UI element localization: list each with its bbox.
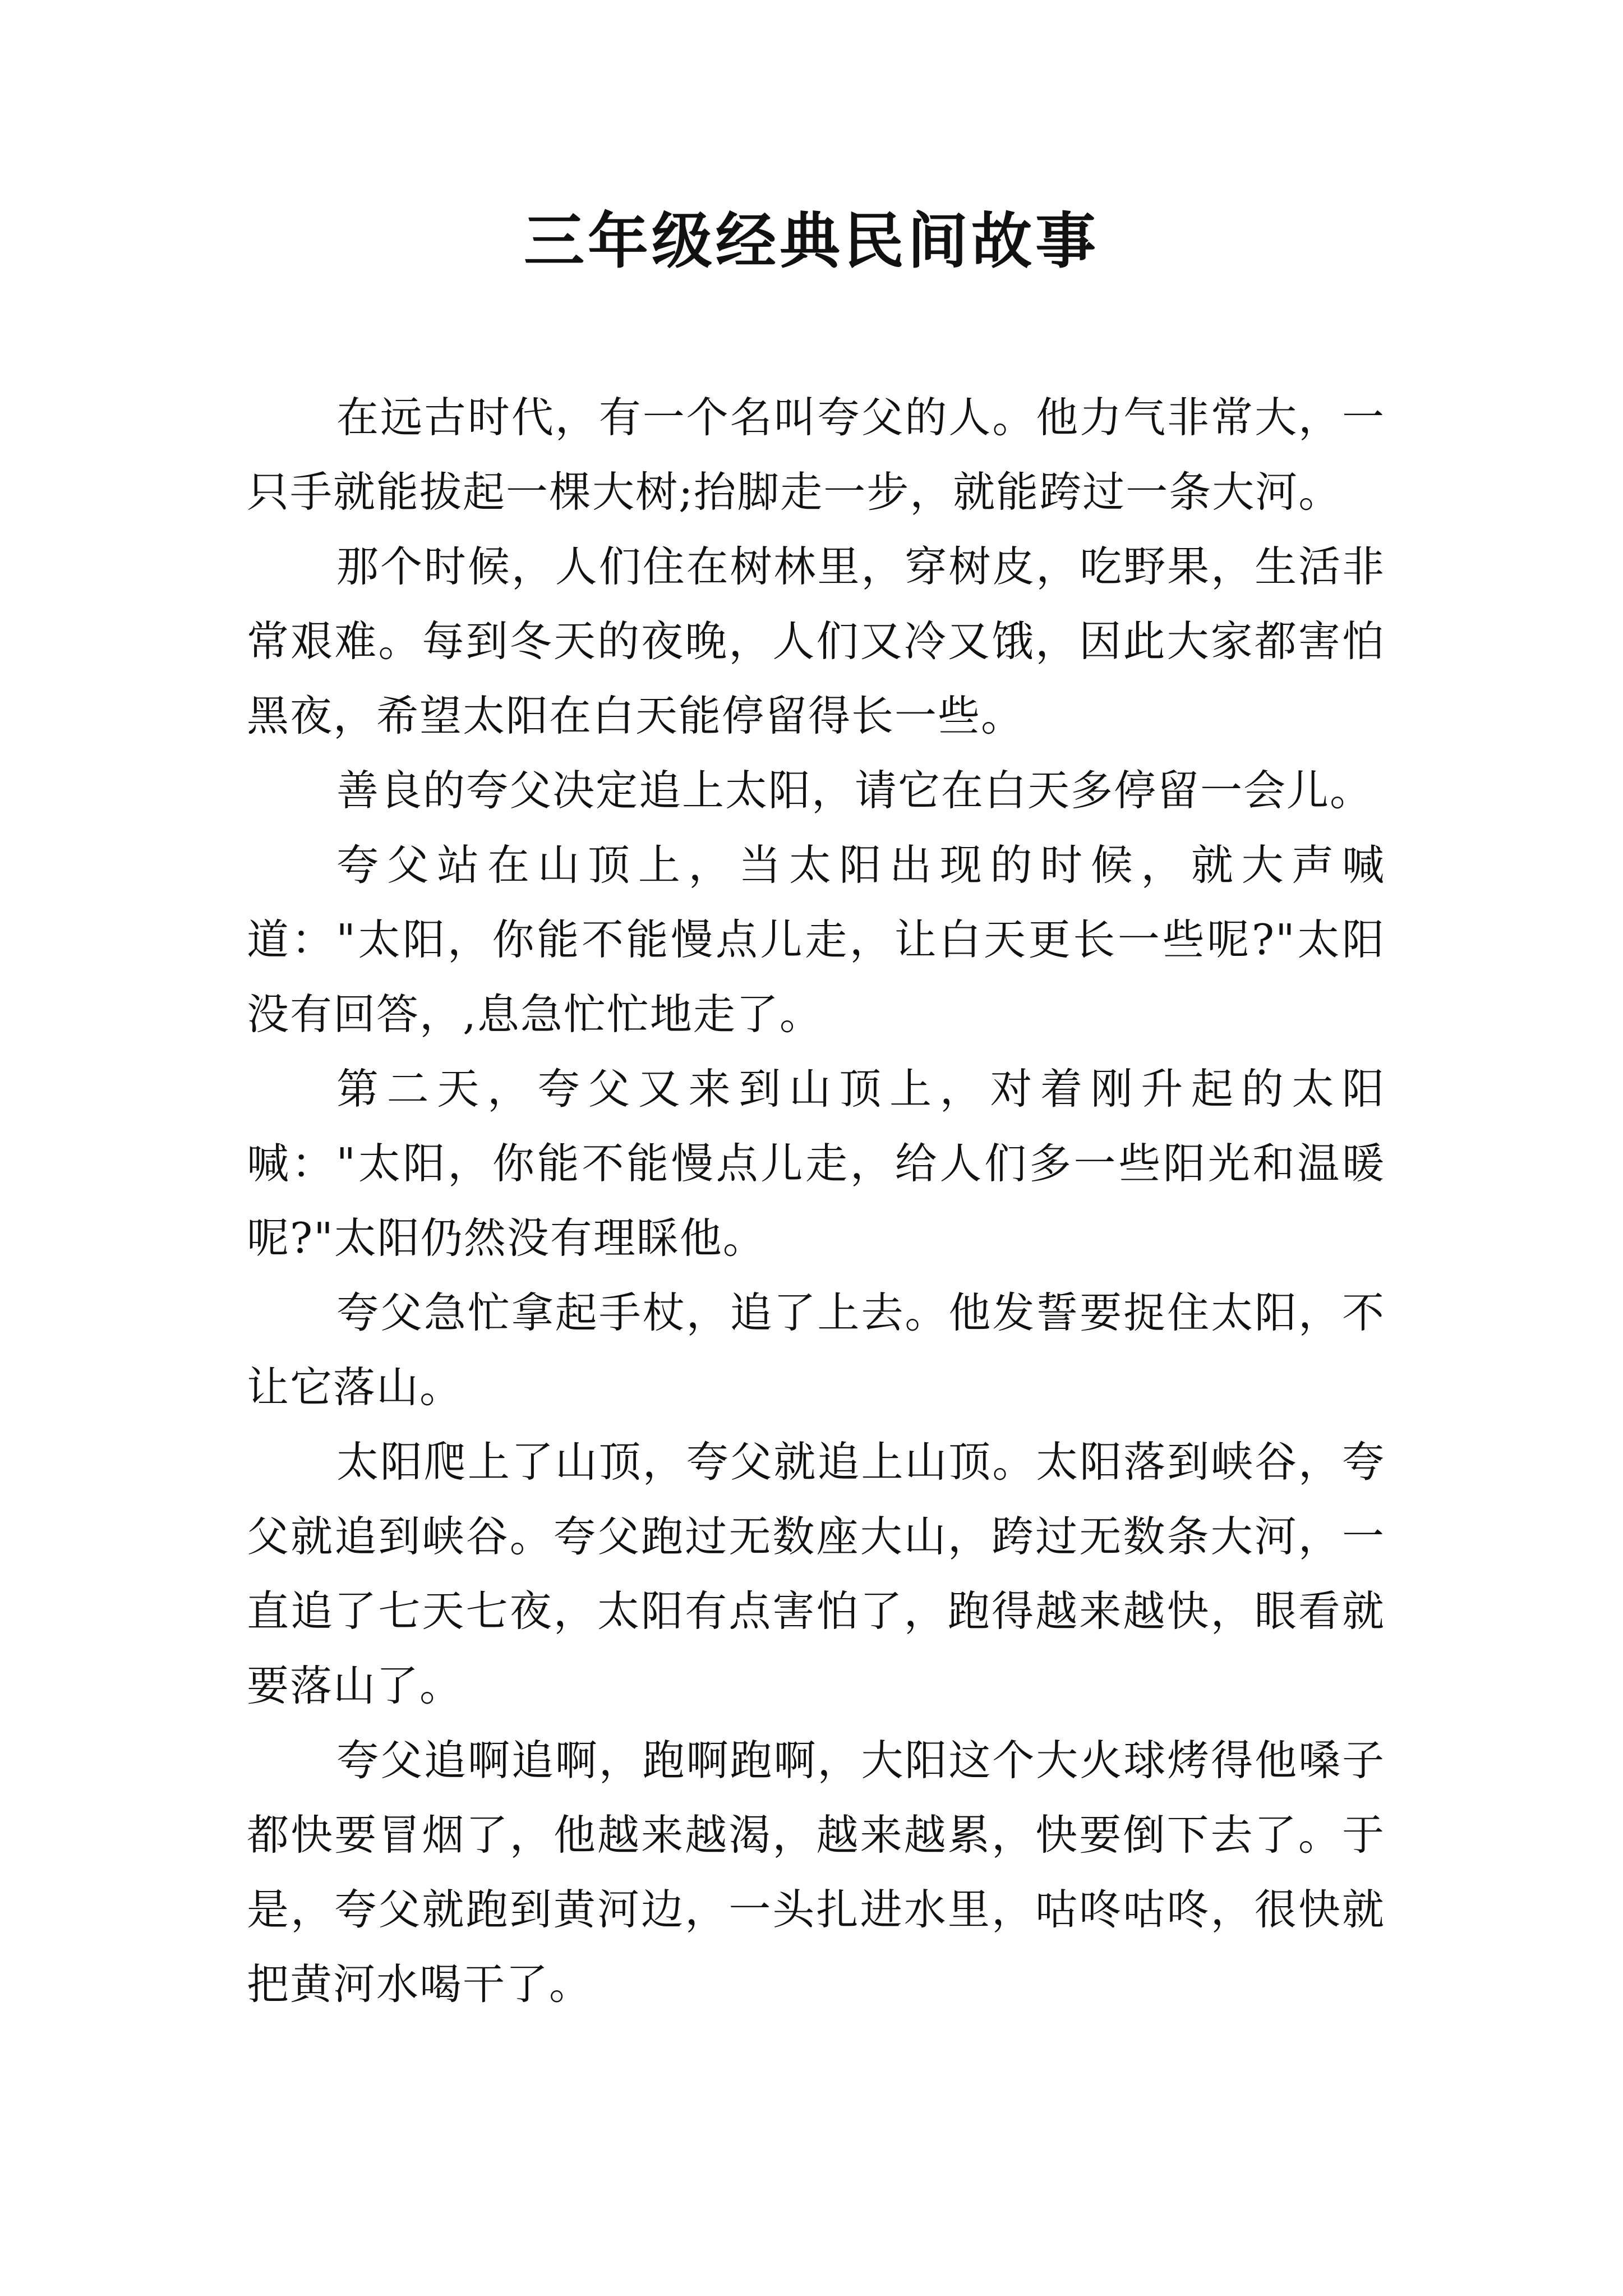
paragraph: 第二天，夸父又来到山顶上，对着刚升起的太阳喊："太阳，你能不能慢点儿走，给人们多一些阳光和温暖呢?"太阳仍然没有理睬他。 (247, 1064, 1385, 1263)
paragraph: 在远古时代，有一个名叫夸父的人。他力气非常大，一只手就能拔起一棵大树;抬脚走一步，就能跨过一条大河。 (247, 393, 1385, 517)
paragraph: 太阳爬上了山顶，夸父就追上山顶。太阳落到峡谷，夸父就追到峡谷。夸父跑过无数座大山，跨过无数条大河，一直追了七天七夜，太阳有点害怕了，跑得越来越快，眼看就要落山了。 (247, 1437, 1385, 1710)
paragraph: 善良的夸父决定追上太阳，请它在白天多停留一会儿。 (336, 766, 1373, 815)
paragraph: 夸父站在山顶上，当太阳出现的时候，就大声喊道："太阳，你能不能慢点儿走，让白天更长一些呢?"太阳没有回答，,息急忙忙地走了。 (247, 840, 1385, 1039)
paragraph: 夸父追啊追啊，跑啊跑啊，大阳这个大火球烤得他嗓子都快要冒烟了，他越来越渴，越来越累，快要倒下去了。于是，夸父就跑到黄河边，一头扎进水里，咕咚咕咚，很快就把黄河水喝干了。 (247, 1736, 1385, 2009)
document-body (247, 380, 1385, 2022)
paragraph: 那个时候，人们住在树林里，穿树皮，吃野果，生活非常艰难。每到冬天的夜晚，人们又冷又饿，因此大家都害怕黑夜，希望太阳在白天能停留得长一些。 (247, 542, 1385, 740)
document-title: 三年级经典民间故事 (523, 206, 1099, 277)
paragraph: 夸父急忙拿起手杖，追了上去。他发誓要捉住太阳，不让它落山。 (247, 1288, 1385, 1412)
